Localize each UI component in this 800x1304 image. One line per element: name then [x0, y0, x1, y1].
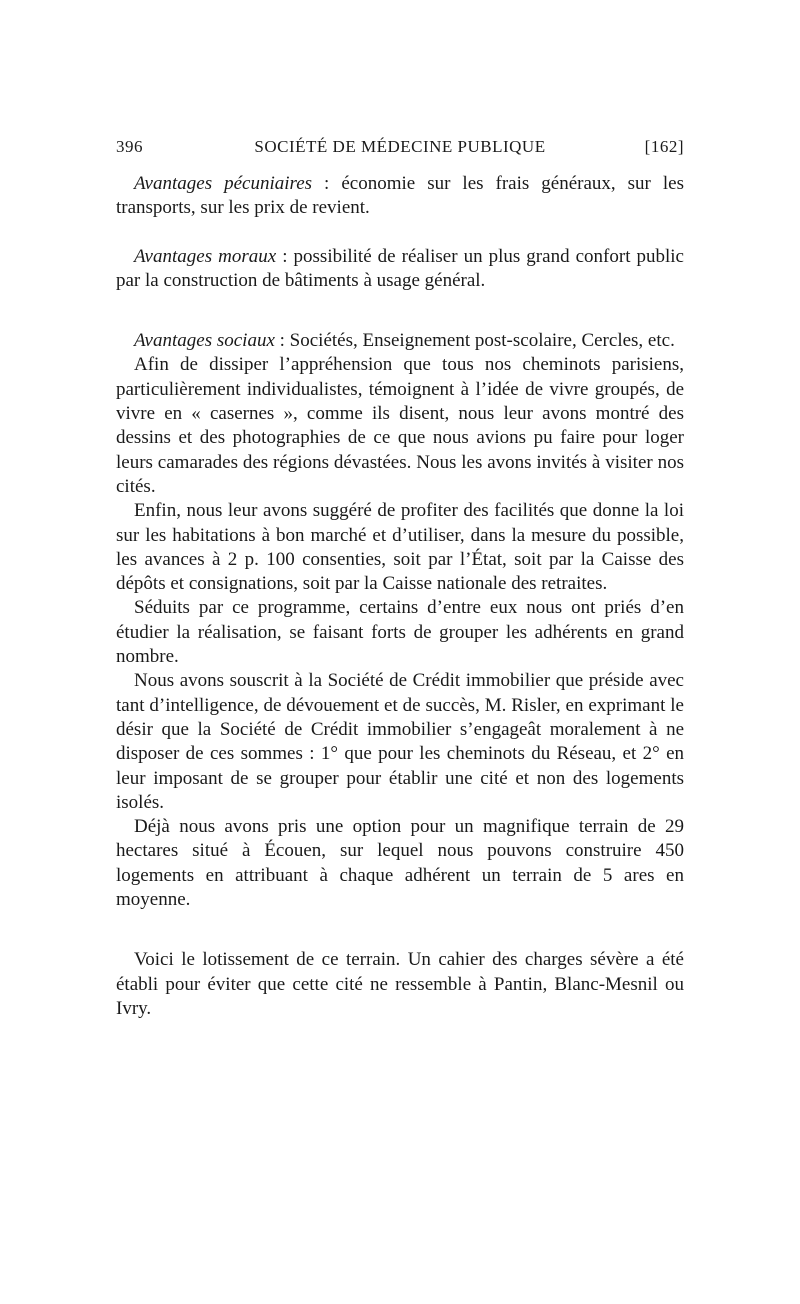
- paragraph-avantages-moraux: [116, 245, 684, 294]
- paragraph-text: : économie sur les frais généraux, sur les transports, sur les prix de revient.: [116, 173, 684, 219]
- paragraph-avantages-sociaux: [116, 329, 684, 353]
- page-number: 396: [116, 137, 143, 156]
- paragraph: Afin de dissiper l’appréhension que tous nos cheminots parisiens, particulièrement individualistes, témoignent à l’idée de vivre groupés, de vivre en « casernes », comme ils disent, nous leur avons montré des dessins et des photographies de ce que nous avions pu faire pour loger leurs camarades des régions dévastées. Nous les avons invités à visiter nos cités.: [116, 354, 684, 497]
- paragraph-text: : possibilité de réaliser un plus grand confort public par la construction de bâtiments à usage général.: [116, 245, 684, 291]
- paragraph: Séduits par ce programme, certains d’entre eux nous ont priés d’en étudier la réalisation, se faisant forts de grouper les adhérents en grand nombre.: [116, 597, 684, 668]
- body-text: [116, 172, 684, 1021]
- paragraph-avantages-pecuniaires: [116, 172, 684, 221]
- paragraph: Déjà nous avons pris une option pour un magnifique terrain de 29 hectares situé à Écouen, sur lequel nous pouvons construire 450 logements en attribuant à chaque adhérent un terrain de 5 ares en moyenne.: [116, 816, 684, 911]
- paragraph-lead: Avantages pécuniaires: [134, 173, 313, 194]
- page-reference: [162]: [644, 137, 684, 156]
- paragraph: Voici le lotissement de ce terrain. Un cahier des charges sévère a été établi pour éviter que cette cité ne ressemble à Pantin, Blanc-Mesnil ou Ivry.: [116, 949, 684, 1019]
- paragraph-lead: Avantages sociaux: [134, 330, 275, 352]
- paragraph: Nous avons souscrit à la Société de Crédit immobilier que préside avec tant d’intelligence, de dévouement et de succès, M. Risler, en exprimant le désir que la Société de Crédit immobilier s’engageât moralement à ne disposer de ces sommes : 1° que pour les cheminots du Réseau, et 2° en leur imposant de se grouper pour établir une cité et non des logements isolés.: [116, 670, 684, 813]
- paragraph-text: : Sociétés, Enseignement post-scolaire, Cercles, etc.: [274, 330, 675, 352]
- running-header: [116, 137, 684, 163]
- paragraph-lead: Avantages moraux: [134, 245, 277, 267]
- running-title: SOCIÉTÉ DE MÉDECINE PUBLIQUE: [254, 137, 546, 156]
- paragraph: Enfin, nous leur avons suggéré de profiter des facilités que donne la loi sur les habitations à bon marché et d’utiliser, dans la mesure du possible, les avances à 2 p. 100 consenties, soit par l’État, soit par la Caisse des dépôts et consignations, soit par la Caisse nationale des retraites.: [116, 500, 684, 595]
